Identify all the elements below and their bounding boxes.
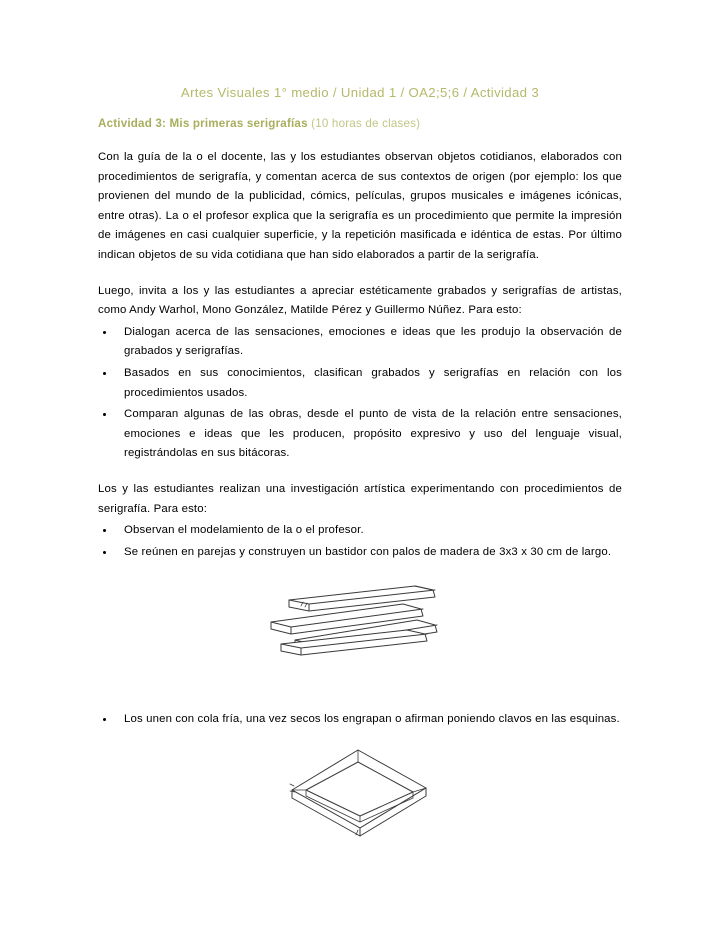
paragraph-research-intro: Los y las estudiantes realizan una investigación artística experimentando con procedimientos de serigrafía. Para esto:	[98, 482, 622, 515]
bullet-dot-icon	[103, 718, 106, 721]
activity-label: Actividad 3: Mis primeras serigrafías	[98, 117, 308, 130]
list-item-text: Se reúnen en parejas y construyen un bastidor con palos de madera de 3x3 x 30 cm de largo.	[124, 545, 612, 558]
list-item	[98, 543, 622, 563]
list-item-text: Los unen con cola fría, una vez secos los engrapan o afirman poniendo clavos en las esquinas.	[124, 713, 620, 726]
assembled-frame-drawing	[280, 744, 440, 840]
list-item-text: Basados en sus conocimientos, clasifican grabados y serigrafías en relación con los procedimientos usados.	[124, 366, 622, 399]
activity-hours: (10 horas de clases)	[311, 117, 421, 130]
bullet-dot-icon	[103, 529, 106, 532]
bullet-dot-icon	[103, 372, 106, 375]
list-item	[98, 521, 622, 541]
bullet-dot-icon	[103, 551, 106, 554]
paragraph-intro: Con la guía de la o el docente, las y los estudiantes observan objetos cotidianos, elaborados con procedimientos de serigrafía, y comentan acerca de sus contextos de origen (por ejemplo: los que provienen del mundo de la publicidad, cómics, películas, grupos musicales e imágenes icónicas, entre otras). La o el profesor explica que la serigrafía es un procedimiento que permite la impresión de imágenes en casi cualquier superficie, y la repetición masificada e idéntica de estas. Por último indican objetos de su vida cotidiana que han sido elaborados a partir de la serigrafía.	[98, 151, 622, 261]
appreciation-steps-list	[98, 323, 622, 464]
list-item-text: Dialogan acerca de las sensaciones, emociones e ideas que les produjo la observación de grabados y serigrafías.	[124, 325, 622, 358]
activity-heading	[98, 102, 622, 132]
bullet-dot-icon	[103, 413, 106, 416]
list-item	[98, 364, 622, 403]
assembly-steps-list	[98, 710, 622, 730]
list-item	[98, 323, 622, 362]
research-steps-list	[98, 521, 622, 562]
list-item-text: Comparan algunas de las obras, desde el punto de vista de la relación entre sensaciones, emociones e ideas que les producen, propósito expresivo y uso del lenguaje visual, registrándolas en sus bitácoras.	[124, 408, 622, 460]
assembled-frame-illustration	[98, 730, 622, 845]
list-item	[98, 710, 622, 730]
bullet-dot-icon	[103, 331, 106, 334]
paragraph-appreciation-intro: Luego, invita a los y las estudiantes a apreciar estéticamente grabados y serigrafías de artistas, como Andy Warhol, Mono González, Matilde Pérez y Guillermo Núñez. Para esto:	[98, 284, 622, 317]
wooden-sticks-illustration	[98, 562, 622, 678]
list-item-text: Observan el modelamiento de la o el profesor.	[124, 524, 364, 537]
page-title: Artes Visuales 1° medio / Unidad 1 / OA2;5;6 / Actividad 3	[180, 85, 540, 100]
wooden-sticks-drawing	[265, 578, 455, 673]
list-item	[98, 405, 622, 464]
document-content	[98, 0, 622, 845]
